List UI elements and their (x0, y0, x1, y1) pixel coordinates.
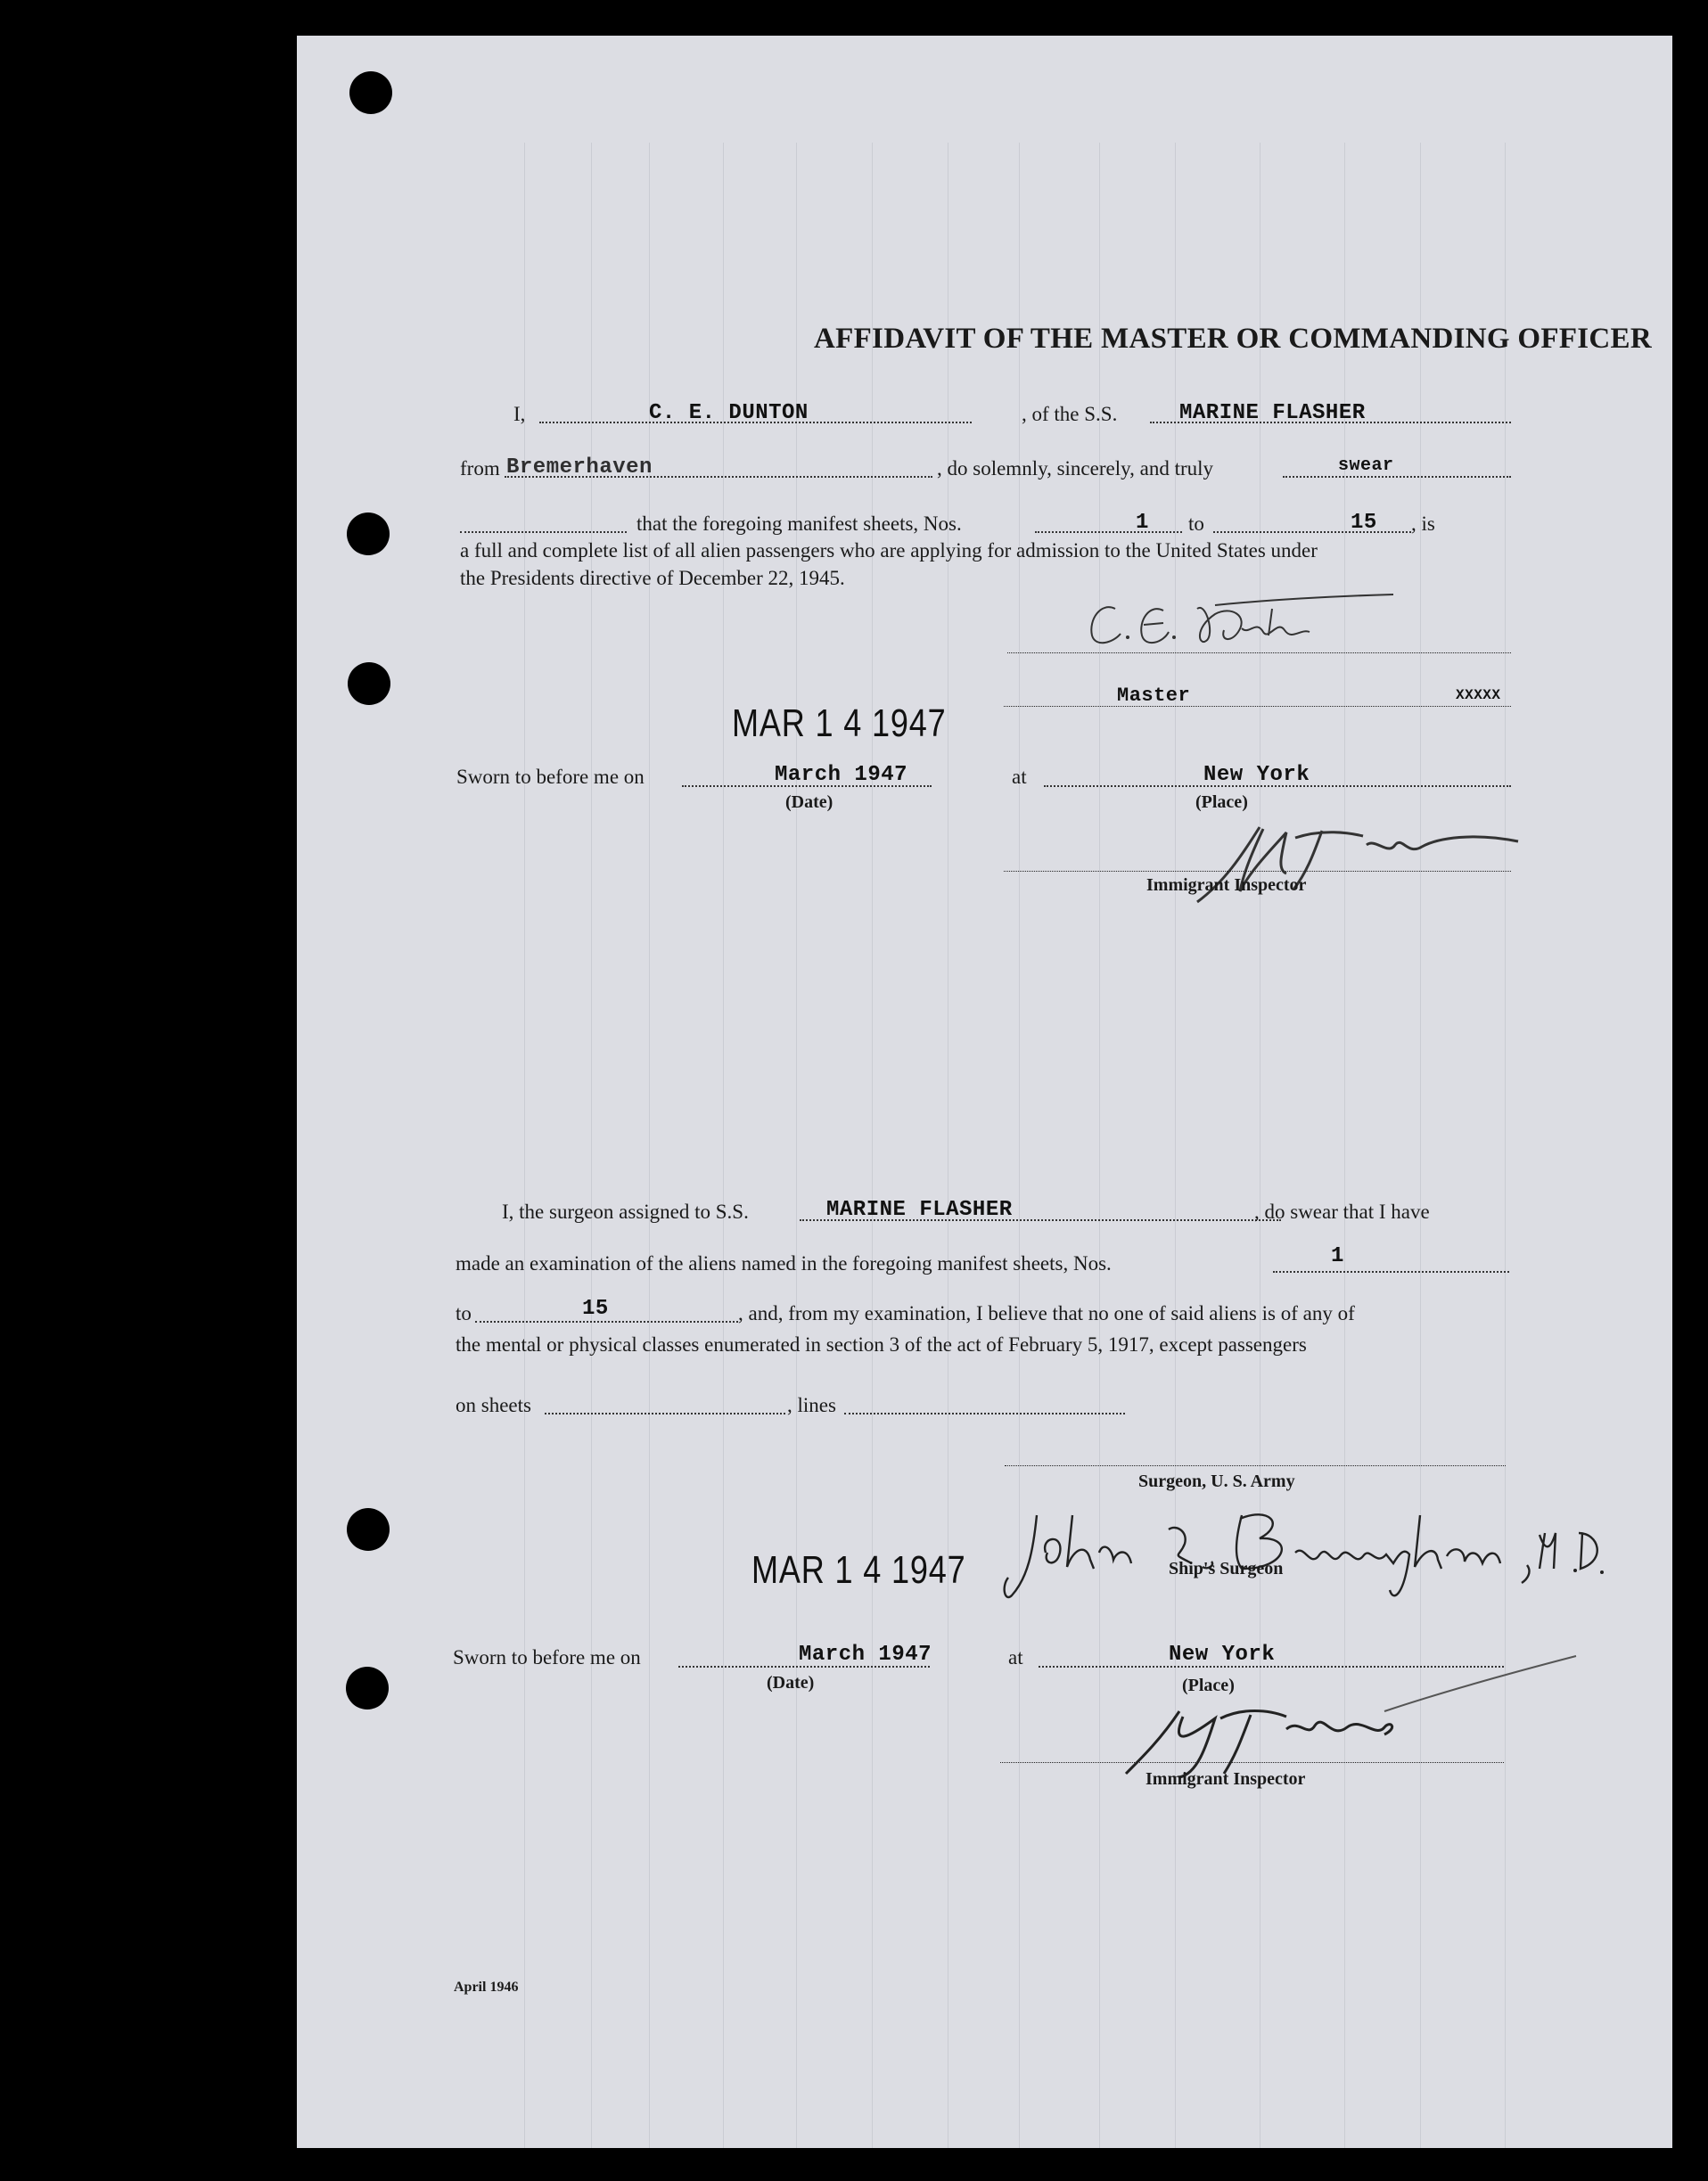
from-label: from (460, 457, 500, 480)
faint-rule (1420, 143, 1421, 2148)
nos-to: 15 (1351, 511, 1377, 535)
page-title: AFFIDAVIT OF THE MASTER OR COMMANDING OFFICER (814, 323, 1652, 355)
blank-line (460, 531, 627, 533)
surgeon-ship: MARINE FLASHER (826, 1198, 1013, 1222)
sworn-label-2: Sworn to before me on (453, 1646, 641, 1669)
surgeon-line1-pre: I, the surgeon assigned to S.S. (502, 1201, 749, 1223)
faint-rule (1175, 143, 1176, 2148)
i-label: I, (513, 403, 526, 425)
date-caption-2: (Date) (767, 1673, 815, 1693)
ship-surgeon-caption: Ship's Surgeon (1169, 1559, 1284, 1578)
date-caption: (Date) (785, 792, 833, 812)
at-label-2: at (1008, 1646, 1023, 1669)
sheets-label: on sheets (456, 1394, 531, 1416)
army-caption: Surgeon, U. S. Army (1138, 1472, 1295, 1491)
surgeon-nos-to-line (475, 1321, 738, 1323)
title-line (1004, 706, 1511, 707)
place-caption-2: (Place) (1182, 1676, 1235, 1695)
sworn-place: New York (1203, 763, 1310, 787)
inspector-line (1004, 871, 1511, 872)
lines-label: , lines (787, 1394, 836, 1416)
surgeon-line4: the mental or physical classes enumerated in section 3 of the act of February 5, 1917, except passengers (456, 1333, 1307, 1356)
surgeon-line3: , and, from my examination, I believe that no one of said aliens is of any of (738, 1302, 1355, 1324)
inspector-caption: Immigrant Inspector (1146, 875, 1307, 895)
inspector-signature (1188, 820, 1527, 909)
form-date: April 1946 (454, 1980, 519, 1995)
surgeon-line1-post: , do swear that I have (1254, 1201, 1430, 1223)
nos-from-line (1035, 531, 1182, 533)
faint-rule (872, 143, 873, 2148)
sworn-label: Sworn to before me on (456, 766, 645, 788)
faint-rule (1019, 143, 1020, 2148)
inspector-line-2 (1000, 1762, 1504, 1763)
lines-line (844, 1413, 1125, 1414)
faint-rule (1344, 143, 1345, 2148)
line3-text: the Presidents directive of December 22, 1945. (460, 567, 845, 589)
nos-to-line (1213, 531, 1411, 533)
surgeon-to-label: to (456, 1302, 472, 1324)
master-title-right: XXXXX (1456, 687, 1501, 703)
of-ss-label: , of the S.S. (1022, 403, 1118, 425)
line2-text: a full and complete list of all alien passengers who are applying for admission to the United States under (460, 539, 1318, 562)
army-surgeon-line (1005, 1465, 1506, 1466)
nos-from: 1 (1136, 511, 1149, 535)
faint-rule (649, 143, 650, 2148)
received-stamp: MAR 1 4 1947 (732, 701, 947, 745)
master-name: C. E. DUNTON (649, 401, 809, 425)
surgeon-nos-from: 1 (1331, 1244, 1344, 1268)
manifest-label: that the foregoing manifest sheets, Nos. (636, 512, 962, 535)
verb: swear (1338, 455, 1394, 476)
inspector-caption-2: Immigrant Inspector (1146, 1769, 1306, 1789)
ship-name: MARINE FLASHER (1179, 401, 1366, 425)
sworn-date: March 1947 (775, 763, 908, 787)
faint-rule (591, 143, 592, 2148)
surgeon-line2: made an examination of the aliens named in the foregoing manifest sheets, Nos. (456, 1252, 1112, 1275)
verb-line (1283, 476, 1511, 478)
punch-hole (348, 662, 390, 705)
to-label: to (1188, 512, 1204, 535)
at-label: at (1012, 766, 1027, 788)
surgeon-signature (1001, 1497, 1607, 1604)
sheets-line (545, 1413, 785, 1414)
sworn-place-2: New York (1169, 1643, 1276, 1667)
document-page (297, 36, 1672, 2148)
faint-rule (524, 143, 525, 2148)
received-stamp-2: MAR 1 4 1947 (751, 1548, 966, 1592)
sworn-date-2: March 1947 (799, 1643, 932, 1667)
punch-hole (347, 512, 390, 555)
faint-rule (796, 143, 797, 2148)
solemnly-label: , do solemnly, sincerely, and truly (937, 457, 1214, 480)
surgeon-nos-from-line (1273, 1271, 1509, 1273)
punch-hole (347, 1508, 390, 1551)
punch-hole (346, 1667, 389, 1710)
faint-rule (1505, 143, 1506, 2148)
surgeon-nos-to: 15 (582, 1297, 609, 1321)
place-caption: (Place) (1195, 792, 1248, 812)
is-label: , is (1411, 512, 1435, 535)
master-title: Master (1117, 685, 1191, 707)
master-signature (1081, 593, 1402, 655)
punch-hole (349, 71, 392, 114)
inspector-signature-2 (1117, 1640, 1581, 1783)
from-port: Bremerhaven (506, 455, 653, 480)
faint-rule (1099, 143, 1100, 2148)
faint-rule (723, 143, 724, 2148)
